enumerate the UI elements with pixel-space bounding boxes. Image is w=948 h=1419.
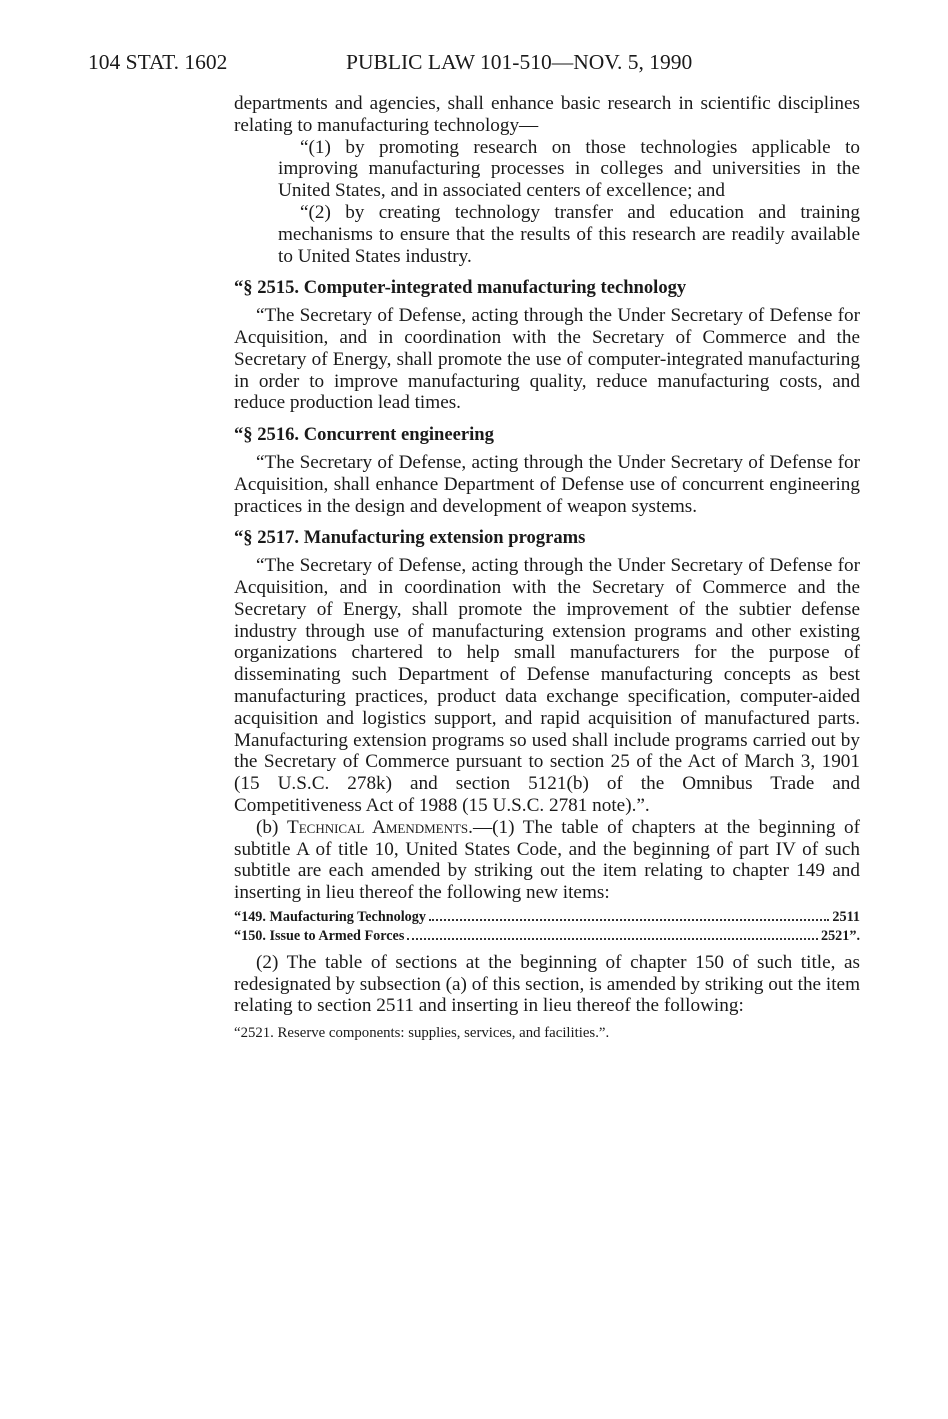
toc-row xyxy=(234,908,860,927)
toc-row xyxy=(234,927,860,946)
section-table-entry: “2521. Reserve components: supplies, services, and facilities.”. xyxy=(234,1025,610,1042)
technical-amendments-label: Technical Amendments. xyxy=(286,816,473,838)
document-body xyxy=(234,93,860,1045)
technical-amendments-paragraph xyxy=(234,817,860,904)
chapter-table xyxy=(234,908,860,946)
toc-number: 2511 xyxy=(832,908,860,925)
public-law-title: PUBLIC LAW 101-510—NOV. 5, 1990 xyxy=(346,50,693,74)
intro-item-2: “(2) by creating technology transfer and education and training mechanisms to ensure that the results of this research are readily available to United States industry. xyxy=(278,201,860,267)
section-2516-text: “The Secretary of Defense, acting through the Under Secretary of Defense for Acquisition, shall enhance Department of Defense use of concurrent engineering practices in the design and development of weapon systems. xyxy=(234,451,860,517)
amendment-paragraph-2: (2) The table of sections at the beginning of chapter 150 of such title, as redesignated by subsection (a) of this section, is amended by striking out the item relating to section 2511 and inserting in lieu thereof the following: xyxy=(234,951,860,1017)
toc-label: “150. Issue to Armed Forces xyxy=(234,927,405,944)
section-2516-heading: “§ 2516. Concurrent engineering xyxy=(234,424,494,446)
toc-leader xyxy=(429,919,829,921)
amendment-prefix: (b) xyxy=(256,816,287,838)
toc-label: “149. Maufacturing Technology xyxy=(234,908,426,925)
section-2515-heading: “§ 2515. Computer-integrated manufacturing technology xyxy=(234,277,687,299)
amendment-text: —(1) The table of chapters at the beginning of subtitle A of title 10, United States Code, and the beginning of part IV of such subtitle are each amended by striking out the item relating to chapter 149 and inserting in lieu thereof the following new items: xyxy=(234,816,860,904)
section-2517-text: “The Secretary of Defense, acting through the Under Secretary of Defense for Acquisition, and in coordination with the Secretary of Commerce and the Secretary of Energy, shall promote the improvement of the subtier defense industry through use of manufacturing extension programs and other existing organizations chartered to help small manufacturers for the purpose of disseminating such Department of Defense manufacturing concepts as best manufacturing practices, product data exchange specification, computer-aided acquisition and logistics support, and rapid acquisition of manufactured parts. Manufacturing extension programs so used shall include programs carried out by the Secretary of Commerce pursuant to section 25 of the Act of March 3, 1901 (15 U.S.C. 278k) and section 5121(b) of the Omnibus Trade and Competitiveness Act of 1988 (15 U.S.C. 2781 note).”. xyxy=(234,555,860,816)
section-2515-text: “The Secretary of Defense, acting through the Under Secretary of Defense for Acquisition, and in coordination with the Secretary of Commerce and the Secretary of Energy, shall promote the use of computer-integrated manufacturing in order to improve manufacturing quality, reduce manufacturing costs, and reduce production lead times. xyxy=(234,305,860,414)
toc-leader xyxy=(407,938,818,940)
intro-item-1: “(1) by promoting research on those technologies applicable to improving manufacturing processes in colleges and universities in the United States, and in associated centers of excellence; and xyxy=(278,136,860,202)
section-2517-heading: “§ 2517. Manufacturing extension programs xyxy=(234,527,586,549)
intro-paragraph: departments and agencies, shall enhance basic research in scientific disciplines relating to manufacturing technology— xyxy=(234,93,860,136)
toc-number: 2521”. xyxy=(820,927,860,944)
statute-citation: 104 STAT. 1602 xyxy=(88,50,228,74)
